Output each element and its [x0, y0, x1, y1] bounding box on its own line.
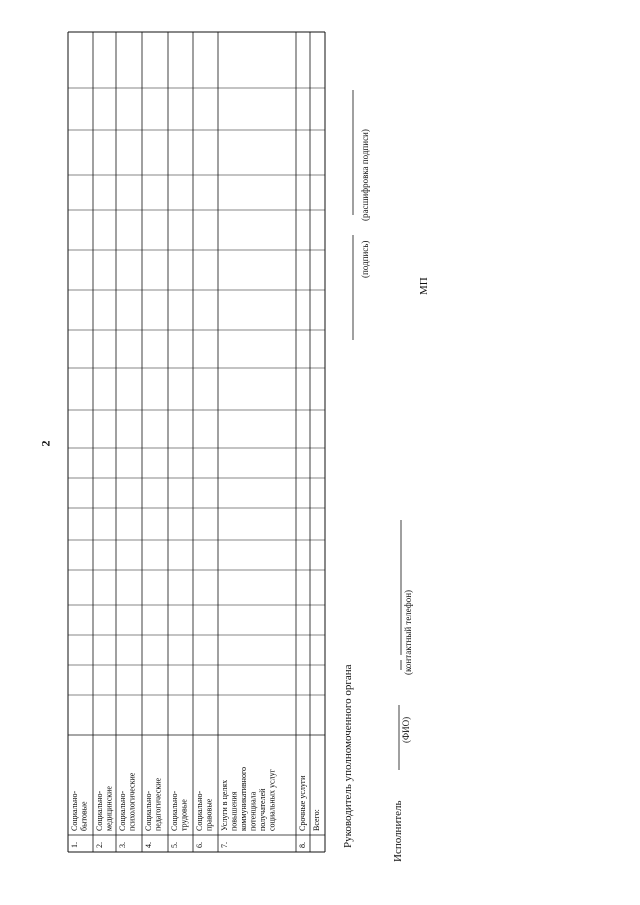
row-label-line: получателей: [258, 788, 267, 831]
row-number: 6.: [195, 842, 204, 848]
phone-caption: (контактный телефон): [403, 589, 413, 675]
row-label-line: Социально-: [95, 790, 104, 831]
row-number: 1.: [70, 842, 79, 848]
row-label-line: трудовые: [179, 799, 189, 831]
row-number: 8.: [298, 842, 307, 848]
row-label-line: социальных услуг: [267, 769, 277, 831]
stamp-mark: МП: [418, 277, 430, 295]
signature-caption: (подпись): [360, 240, 370, 278]
row-label-line: Социально-: [144, 790, 153, 831]
row-label-line: Всего:: [312, 809, 321, 831]
row-label-line: бытовые: [79, 801, 89, 831]
row-number: 4.: [144, 842, 153, 848]
head-of-authority-label: Руководитель уполномоченного органа: [342, 664, 354, 848]
row-number: 3.: [118, 842, 127, 848]
page-number: 2: [38, 440, 53, 447]
row-label-line: педагогические: [153, 777, 163, 831]
row-label-line: Социально-: [170, 790, 179, 831]
row-label-line: Социально-: [118, 790, 127, 831]
row-label-line: правовые: [204, 798, 214, 831]
row-label-line: Срочные услуги: [298, 775, 307, 831]
row-label-line: Социально-: [70, 790, 79, 831]
row-label-line: психологические: [127, 772, 137, 831]
row-label-line: коммуникативного: [239, 766, 248, 831]
row-label-line: медицинские: [104, 786, 114, 831]
row-label-line: потенциала: [248, 791, 258, 831]
row-label-line: Социально-: [195, 790, 204, 831]
row-number: 5.: [170, 842, 179, 848]
signature-decoding-caption: (расшифровка подписи): [360, 129, 370, 221]
row-number: 2.: [95, 842, 104, 848]
fio-caption: (ФИО): [401, 716, 411, 743]
row-number: 7.: [220, 842, 229, 848]
row-label-line: повышения: [229, 791, 239, 831]
row-label-line: Услуги в целях: [220, 779, 229, 831]
executor-label: Исполнитель: [392, 800, 404, 862]
